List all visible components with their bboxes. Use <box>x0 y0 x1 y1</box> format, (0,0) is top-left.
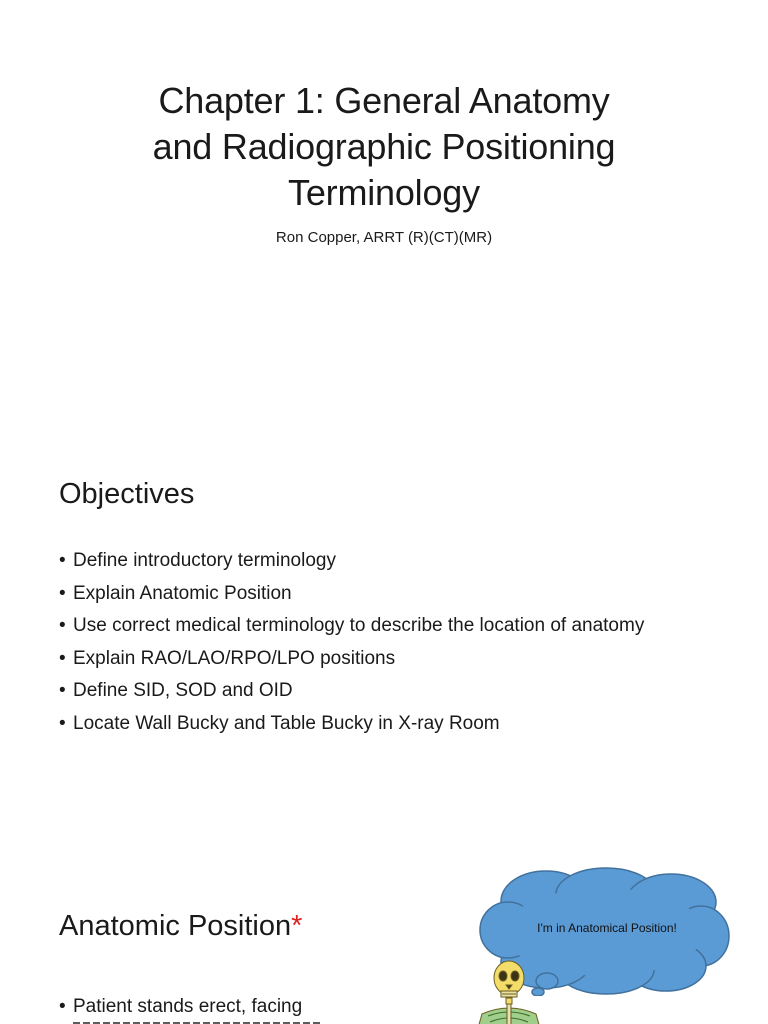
title-line-1: Chapter 1: General Anatomy <box>158 80 610 121</box>
list-item: • Explain Anatomic Position <box>59 581 644 614</box>
list-item: • Patient stands erect, facing <box>59 994 302 1024</box>
slide-title <box>84 78 684 216</box>
title-line-3: Terminology <box>288 172 480 213</box>
list-item: • Define SID, SOD and OID <box>59 678 644 711</box>
bullet-icon: • <box>59 582 66 604</box>
bullet-icon: • <box>59 647 66 669</box>
skeleton-icon <box>466 958 556 1024</box>
callout-text: I'm in Anatomical Position! <box>537 921 677 935</box>
anatomic-position-heading <box>59 910 302 943</box>
bullet-icon: • <box>59 615 66 636</box>
list-item: • Use correct medical terminology to describe the location of anatomy <box>59 613 644 646</box>
list-item: • Define introductory terminology <box>59 548 644 581</box>
cut-off-text-line <box>73 1020 323 1024</box>
list-item: • Locate Wall Bucky and Table Bucky in X-ray Room <box>59 711 644 744</box>
bullet-icon: • <box>59 680 66 701</box>
bullet-icon: • <box>59 712 66 734</box>
objectives-heading: Objectives <box>59 478 195 510</box>
bullet-icon: • <box>59 996 66 1017</box>
title-line-2: and Radiographic Positioning <box>152 126 616 167</box>
asterisk-marker: * <box>291 910 303 942</box>
anatomic-heading-text: Anatomic Position <box>59 910 292 942</box>
author-subtitle: Ron Copper, ARRT (R)(CT)(MR) <box>275 229 493 246</box>
list-item: • Explain RAO/LAO/RPO/LPO positions <box>59 646 644 679</box>
objectives-list <box>59 548 644 743</box>
bullet-icon: • <box>59 550 66 571</box>
